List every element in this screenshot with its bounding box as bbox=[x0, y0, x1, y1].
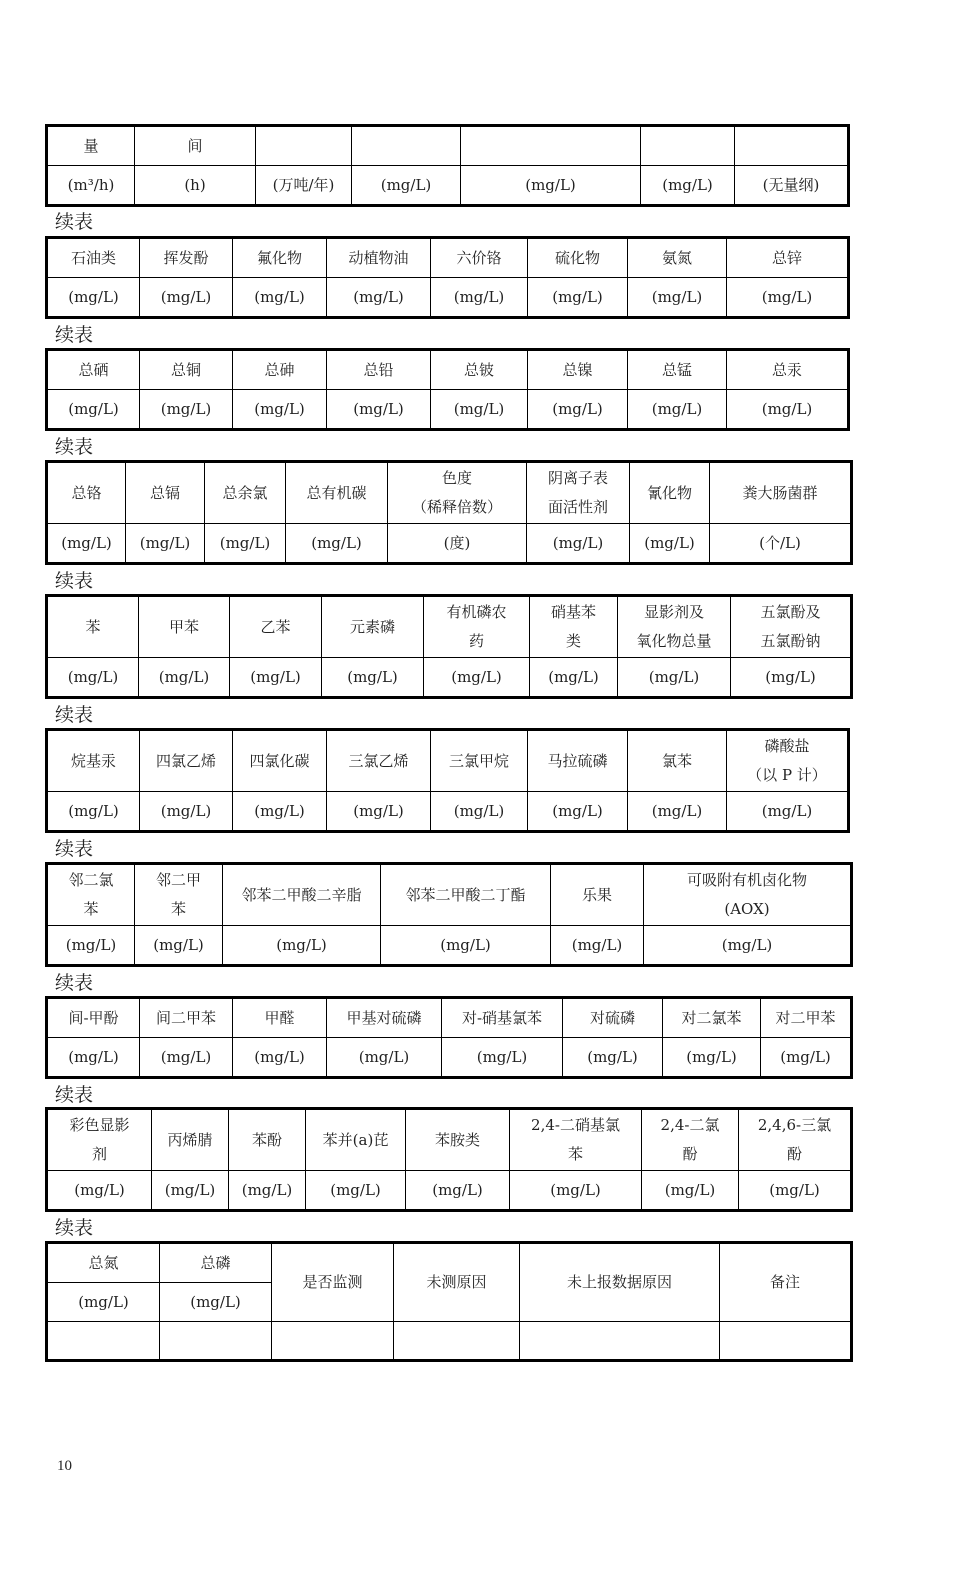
table-cell: 氯苯 bbox=[628, 730, 727, 792]
table-cell: 挥发酚 bbox=[140, 238, 233, 278]
table-cell bbox=[641, 126, 735, 166]
data-table bbox=[45, 1241, 853, 1362]
table-cell: (mg/L) bbox=[727, 792, 849, 832]
table-cell: 总氮 bbox=[47, 1243, 160, 1283]
table-row bbox=[47, 596, 852, 658]
data-table bbox=[45, 594, 853, 699]
data-table bbox=[45, 124, 850, 207]
table-cell: (mg/L) bbox=[628, 792, 727, 832]
table-cell: 间 bbox=[135, 126, 256, 166]
table-cell: 备注 bbox=[720, 1243, 852, 1322]
table-cell: 苯酚 bbox=[229, 1109, 306, 1171]
table-row bbox=[47, 166, 849, 206]
table-cell: (mg/L) bbox=[630, 524, 710, 564]
table-cell: 总镍 bbox=[528, 350, 628, 390]
table-cell: (mg/L) bbox=[233, 278, 327, 318]
table-cell: (mg/L) bbox=[442, 1038, 563, 1078]
table-cell: (mg/L) bbox=[528, 390, 628, 430]
table-cell: 总砷 bbox=[233, 350, 327, 390]
table-cell: 硫化物 bbox=[528, 238, 628, 278]
table-cell: (mg/L) bbox=[528, 278, 628, 318]
table-cell: (mg/L) bbox=[527, 524, 630, 564]
table-cell: (mg/L) bbox=[563, 1038, 663, 1078]
table-cell: (mg/L) bbox=[322, 658, 424, 698]
data-table bbox=[45, 348, 850, 431]
table-cell: 邻二甲 苯 bbox=[135, 864, 223, 926]
table-cell: 对-硝基氯苯 bbox=[442, 998, 563, 1038]
table-cell: (mg/L) bbox=[528, 792, 628, 832]
table-cell: (mg/L) bbox=[727, 390, 849, 430]
table-row bbox=[47, 238, 849, 278]
table-cell: (mg/L) bbox=[47, 1283, 160, 1322]
table-cell: (mg/L) bbox=[229, 1171, 306, 1211]
table-cell: 粪大肠菌群 bbox=[710, 462, 852, 524]
table-row bbox=[47, 278, 849, 318]
data-table bbox=[45, 862, 853, 967]
table-cell: 2,4-二氯 酚 bbox=[642, 1109, 739, 1171]
table-cell: (mg/L) bbox=[641, 166, 735, 206]
table-cell: (mg/L) bbox=[327, 792, 431, 832]
table-cell: (mg/L) bbox=[381, 926, 551, 966]
table-row bbox=[47, 1109, 852, 1171]
table-cell bbox=[520, 1322, 720, 1361]
table-block bbox=[45, 1241, 850, 1362]
table-cell: 是否监测 bbox=[272, 1243, 394, 1322]
table-cell: 三氯乙烯 bbox=[327, 730, 431, 792]
table-cell: (mg/L) bbox=[47, 658, 139, 698]
table-block bbox=[45, 1107, 850, 1212]
table-cell bbox=[461, 126, 641, 166]
table-cell: 总硒 bbox=[47, 350, 140, 390]
table-cell: (mg/L) bbox=[135, 926, 223, 966]
table-cell: (mg/L) bbox=[727, 278, 849, 318]
table-cell bbox=[394, 1322, 520, 1361]
continued-label: 续表 bbox=[55, 972, 94, 994]
table-cell: 总锌 bbox=[727, 238, 849, 278]
table-cell: 氨氮 bbox=[628, 238, 727, 278]
table-block bbox=[45, 862, 850, 967]
table-cell: 马拉硫磷 bbox=[528, 730, 628, 792]
table-cell: (mg/L) bbox=[140, 278, 233, 318]
table-row bbox=[47, 126, 849, 166]
table-cell: (mg/L) bbox=[139, 658, 230, 698]
table-cell: (mg/L) bbox=[739, 1171, 852, 1211]
table-row bbox=[47, 1038, 852, 1078]
table-cell: 氰化物 bbox=[630, 462, 710, 524]
table-cell: (mg/L) bbox=[47, 1038, 140, 1078]
table-cell: 硝基苯 类 bbox=[530, 596, 618, 658]
table-cell: (mg/L) bbox=[140, 792, 233, 832]
table-cell: 对硫磷 bbox=[563, 998, 663, 1038]
table-cell: 邻二氯 苯 bbox=[47, 864, 135, 926]
table-cell: (mg/L) bbox=[233, 792, 327, 832]
table-cell: (mg/L) bbox=[160, 1283, 272, 1322]
table-cell: 磷酸盐 （以 P 计） bbox=[727, 730, 849, 792]
table-cell: 元素磷 bbox=[322, 596, 424, 658]
table-cell: 石油类 bbox=[47, 238, 140, 278]
table-cell: 邻苯二甲酸二辛脂 bbox=[223, 864, 381, 926]
table-row bbox=[47, 390, 849, 430]
table-cell: (mg/L) bbox=[642, 1171, 739, 1211]
table-cell: 总铅 bbox=[327, 350, 431, 390]
table-cell: 甲醛 bbox=[233, 998, 327, 1038]
table-cell: (mg/L) bbox=[663, 1038, 761, 1078]
table-cell: 四氯乙烯 bbox=[140, 730, 233, 792]
table-cell bbox=[735, 126, 849, 166]
continued-label: 续表 bbox=[55, 704, 94, 726]
table-cell: (mg/L) bbox=[618, 658, 731, 698]
table-cell: 苯并(a)芘 bbox=[306, 1109, 406, 1171]
data-table bbox=[45, 1107, 853, 1212]
table-row bbox=[47, 998, 852, 1038]
table-cell: (mg/L) bbox=[47, 926, 135, 966]
table-row bbox=[47, 730, 849, 792]
table-cell: (mg/L) bbox=[47, 1171, 152, 1211]
table-row bbox=[47, 926, 852, 966]
table-cell: 间二甲苯 bbox=[140, 998, 233, 1038]
table-block bbox=[45, 236, 850, 319]
table-cell: (mg/L) bbox=[628, 390, 727, 430]
table-cell: (mg/L) bbox=[761, 1038, 852, 1078]
table-cell: (mg/L) bbox=[327, 278, 431, 318]
continued-label: 续表 bbox=[55, 211, 94, 233]
table-cell: 五氯酚及 五氯酚钠 bbox=[731, 596, 852, 658]
table-cell: (mg/L) bbox=[233, 1038, 327, 1078]
table-cell: 烷基汞 bbox=[47, 730, 140, 792]
table-cell: 总余氯 bbox=[205, 462, 286, 524]
table-cell: (mg/L) bbox=[233, 390, 327, 430]
table-cell: 显影剂及 氧化物总量 bbox=[618, 596, 731, 658]
table-cell: (mg/L) bbox=[230, 658, 322, 698]
table-cell: 总铜 bbox=[140, 350, 233, 390]
table-cell: 氟化物 bbox=[233, 238, 327, 278]
table-cell: 总磷 bbox=[160, 1243, 272, 1283]
table-row bbox=[47, 350, 849, 390]
table-cell: (个/L) bbox=[710, 524, 852, 564]
table-cell: 苯 bbox=[47, 596, 139, 658]
table-cell: (mg/L) bbox=[406, 1171, 510, 1211]
table-cell bbox=[256, 126, 352, 166]
table-cell: (mg/L) bbox=[47, 524, 126, 564]
table-cell: 对二甲苯 bbox=[761, 998, 852, 1038]
table-cell: (mg/L) bbox=[352, 166, 461, 206]
table-cell: (mg/L) bbox=[461, 166, 641, 206]
table-cell: 六价铬 bbox=[431, 238, 528, 278]
table-block bbox=[45, 594, 850, 699]
table-cell: 未测原因 bbox=[394, 1243, 520, 1322]
table-cell: 总有机碳 bbox=[286, 462, 388, 524]
table-block bbox=[45, 460, 850, 565]
table-cell: 丙烯腈 bbox=[152, 1109, 229, 1171]
table-cell: (m³/h) bbox=[47, 166, 135, 206]
table-cell: (mg/L) bbox=[644, 926, 852, 966]
table-cell: 总铬 bbox=[47, 462, 126, 524]
table-cell: 四氯化碳 bbox=[233, 730, 327, 792]
table-cell bbox=[47, 1322, 160, 1361]
table-cell: 2,4,6-三氯 酚 bbox=[739, 1109, 852, 1171]
data-table bbox=[45, 996, 853, 1079]
data-table bbox=[45, 728, 850, 833]
table-cell: (mg/L) bbox=[152, 1171, 229, 1211]
continued-label: 续表 bbox=[55, 1084, 94, 1106]
table-cell: (mg/L) bbox=[327, 1038, 442, 1078]
continued-label: 续表 bbox=[55, 436, 94, 458]
page-number: 10 bbox=[57, 1458, 72, 1474]
table-cell: 乐果 bbox=[551, 864, 644, 926]
table-cell: (mg/L) bbox=[140, 390, 233, 430]
table-cell: 三氯甲烷 bbox=[431, 730, 528, 792]
continued-label: 续表 bbox=[55, 838, 94, 860]
table-row bbox=[47, 1171, 852, 1211]
table-cell: (度) bbox=[388, 524, 527, 564]
table-cell: 量 bbox=[47, 126, 135, 166]
table-row bbox=[47, 792, 849, 832]
table-cell: 乙苯 bbox=[230, 596, 322, 658]
table-row bbox=[47, 864, 852, 926]
table-block bbox=[45, 124, 850, 207]
continued-label: 续表 bbox=[55, 324, 94, 346]
table-cell: (mg/L) bbox=[431, 390, 528, 430]
data-table bbox=[45, 236, 850, 319]
table-row bbox=[47, 462, 852, 524]
table-cell: (mg/L) bbox=[628, 278, 727, 318]
table-cell: (mg/L) bbox=[223, 926, 381, 966]
table-cell: (mg/L) bbox=[47, 792, 140, 832]
table-row bbox=[47, 524, 852, 564]
table-row bbox=[47, 1322, 852, 1361]
table-cell: (mg/L) bbox=[205, 524, 286, 564]
table-cell: (mg/L) bbox=[140, 1038, 233, 1078]
table-cell: 间-甲酚 bbox=[47, 998, 140, 1038]
table-row bbox=[47, 1243, 852, 1283]
table-cell: (mg/L) bbox=[327, 390, 431, 430]
table-block bbox=[45, 728, 850, 833]
table-cell: 总汞 bbox=[727, 350, 849, 390]
table-cell: (mg/L) bbox=[47, 390, 140, 430]
table-cell: 邻苯二甲酸二丁酯 bbox=[381, 864, 551, 926]
table-cell: 总锰 bbox=[628, 350, 727, 390]
table-cell: (万吨/年) bbox=[256, 166, 352, 206]
table-cell: (mg/L) bbox=[47, 278, 140, 318]
table-cell: (mg/L) bbox=[286, 524, 388, 564]
table-cell: (mg/L) bbox=[306, 1171, 406, 1211]
table-cell: 甲苯 bbox=[139, 596, 230, 658]
table-cell: (mg/L) bbox=[530, 658, 618, 698]
table-cell: 2,4-二硝基氯 苯 bbox=[510, 1109, 642, 1171]
table-cell: (mg/L) bbox=[431, 792, 528, 832]
table-cell: (h) bbox=[135, 166, 256, 206]
table-cell: (mg/L) bbox=[551, 926, 644, 966]
table-cell: 总铍 bbox=[431, 350, 528, 390]
table-cell: 有机磷农 药 bbox=[424, 596, 530, 658]
table-cell: 阴离子表 面活性剂 bbox=[527, 462, 630, 524]
continued-label: 续表 bbox=[55, 1217, 94, 1239]
table-cell: (mg/L) bbox=[424, 658, 530, 698]
table-cell: 动植物油 bbox=[327, 238, 431, 278]
table-cell: (无量纲) bbox=[735, 166, 849, 206]
table-cell bbox=[352, 126, 461, 166]
table-cell bbox=[160, 1322, 272, 1361]
table-cell: 苯胺类 bbox=[406, 1109, 510, 1171]
table-block bbox=[45, 996, 850, 1079]
table-cell: (mg/L) bbox=[126, 524, 205, 564]
table-cell: 色度 （稀释倍数） bbox=[388, 462, 527, 524]
table-row bbox=[47, 658, 852, 698]
table-cell: 可吸附有机卤化物 (AOX) bbox=[644, 864, 852, 926]
table-cell: 对二氯苯 bbox=[663, 998, 761, 1038]
table-cell bbox=[272, 1322, 394, 1361]
table-cell: 甲基对硫磷 bbox=[327, 998, 442, 1038]
table-cell: (mg/L) bbox=[510, 1171, 642, 1211]
table-block bbox=[45, 348, 850, 431]
table-cell: 总镉 bbox=[126, 462, 205, 524]
table-cell: 未上报数据原因 bbox=[520, 1243, 720, 1322]
table-cell: 彩色显影 剂 bbox=[47, 1109, 152, 1171]
data-table bbox=[45, 460, 853, 565]
table-cell bbox=[720, 1322, 852, 1361]
continued-label: 续表 bbox=[55, 570, 94, 592]
table-cell: (mg/L) bbox=[431, 278, 528, 318]
table-cell: (mg/L) bbox=[731, 658, 852, 698]
